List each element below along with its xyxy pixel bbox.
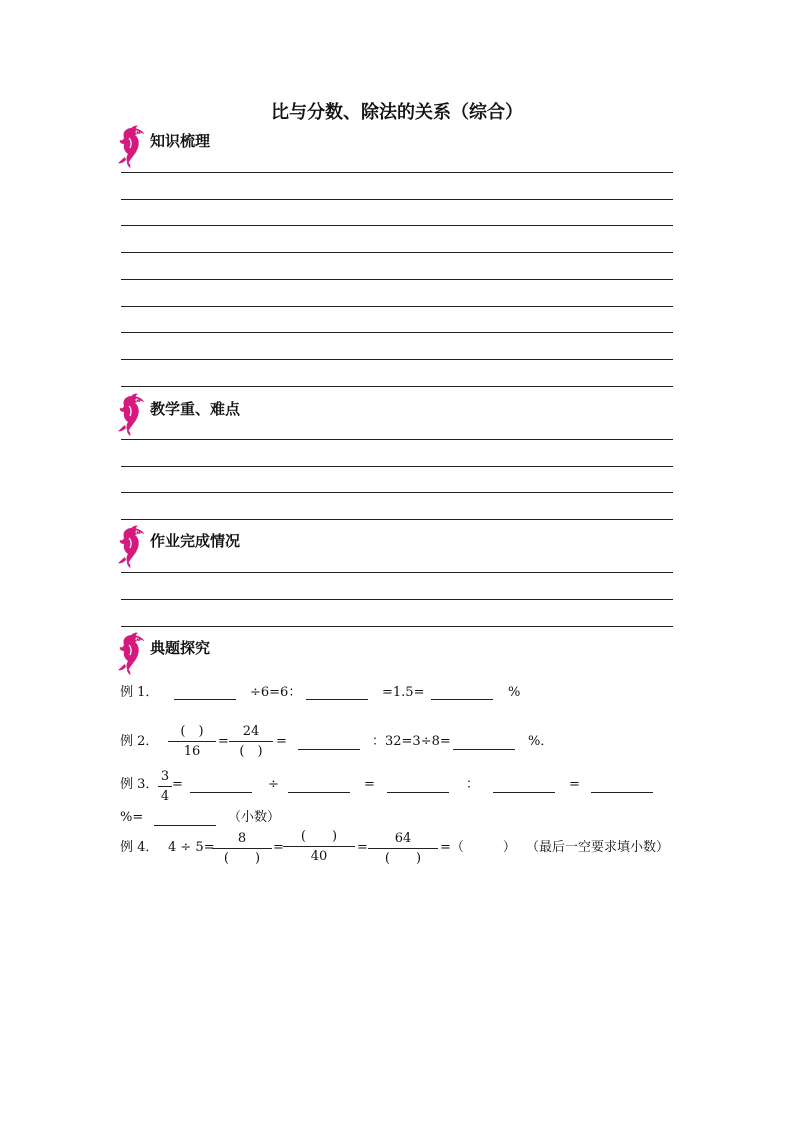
writing-line [121,172,673,173]
answer-blank[interactable] [298,749,360,750]
fraction-numerator[interactable]: ( ) [180,724,204,739]
example-2-text: ：32=3÷8= [372,734,451,749]
answer-blank[interactable] [453,749,515,750]
fraction-numerator: 64 [394,831,412,846]
answer-blank[interactable] [190,792,252,793]
answer-blank[interactable] [288,792,350,793]
writing-line [121,466,673,467]
answer-blank[interactable] [306,699,368,700]
writing-line [121,252,673,253]
writing-line [121,306,673,307]
writing-line [121,332,673,333]
answer-blank[interactable] [154,825,216,826]
example-3-percent: %= [120,810,144,825]
example-4-note: （最后一空要求填小数） [526,840,670,855]
example-4-label: 例 4． [120,840,159,855]
equals-sign: = [276,734,287,749]
fraction [368,830,438,867]
fraction-bar [212,848,272,849]
writing-line [121,492,673,493]
fraction-bar [229,741,273,742]
fraction-denominator: 4 [160,789,170,804]
divide-sign: ÷ [268,777,279,792]
dolphin-icon [116,524,148,568]
fraction-numerator: 8 [237,831,247,846]
example-1-percent: % [508,685,521,700]
worksheet-title: 比与分数、除法的关系（综合） [271,102,523,123]
example-4-lead: 4 ÷ 5= [168,840,215,855]
fraction [229,723,273,760]
fraction-bar [283,846,355,847]
section-keypoints-title: 教学重、难点 [150,400,241,418]
answer-blank[interactable] [591,792,653,793]
fraction-numerator: 24 [242,724,260,739]
dolphin-icon [116,392,148,436]
equals-sign: = [357,840,368,855]
section-homework-title: 作业完成情况 [150,532,241,550]
fraction-bar [168,741,216,742]
fraction-denominator: 16 [183,744,201,759]
writing-line [121,626,673,627]
answer-blank[interactable] [493,792,555,793]
writing-line [121,225,673,226]
answer-blank[interactable] [431,699,493,700]
example-3-label: 例 3． [120,777,159,792]
fraction-bar [158,786,172,787]
fraction [212,830,272,867]
fraction [158,768,172,805]
fraction-denominator[interactable]: ( ) [384,851,422,866]
answer-blank[interactable] [387,792,449,793]
equals-sign: = [273,840,284,855]
fraction-denominator: 40 [310,849,328,864]
example-1-label: 例 1． [120,685,159,700]
colon-sign: ： [466,777,480,792]
writing-line [121,199,673,200]
example-1-text: ÷6=6： [250,685,302,700]
answer-blank[interactable] [174,699,236,700]
fraction-denominator[interactable]: ( ) [239,744,263,759]
writing-line [121,439,673,440]
equals-sign: = [218,734,229,749]
example-1-text: =1.5= [382,685,425,700]
equals-sign: = [364,777,375,792]
section-knowledge-title: 知识梳理 [150,132,211,150]
writing-line [121,359,673,360]
fraction-bar [368,848,438,849]
fraction-numerator: 3 [160,769,170,784]
fraction-denominator[interactable]: ( ) [223,851,261,866]
fraction-numerator[interactable]: ( ) [300,829,338,844]
writing-line [121,572,673,573]
example-2-label: 例 2． [120,734,159,749]
fraction [283,828,355,865]
fraction [168,723,216,760]
writing-line [121,519,673,520]
section-examples-title: 典题探究 [150,639,211,657]
equals-sign: = [569,777,580,792]
writing-line [121,386,673,387]
example-2-percent: %． [528,734,554,749]
writing-line [121,599,673,600]
example-4-answer[interactable]: =（ ） [440,840,516,855]
equals-sign: = [172,777,183,792]
dolphin-icon [116,631,148,675]
dolphin-icon [116,124,148,168]
example-3-note: （小数） [228,810,281,825]
writing-line [121,279,673,280]
